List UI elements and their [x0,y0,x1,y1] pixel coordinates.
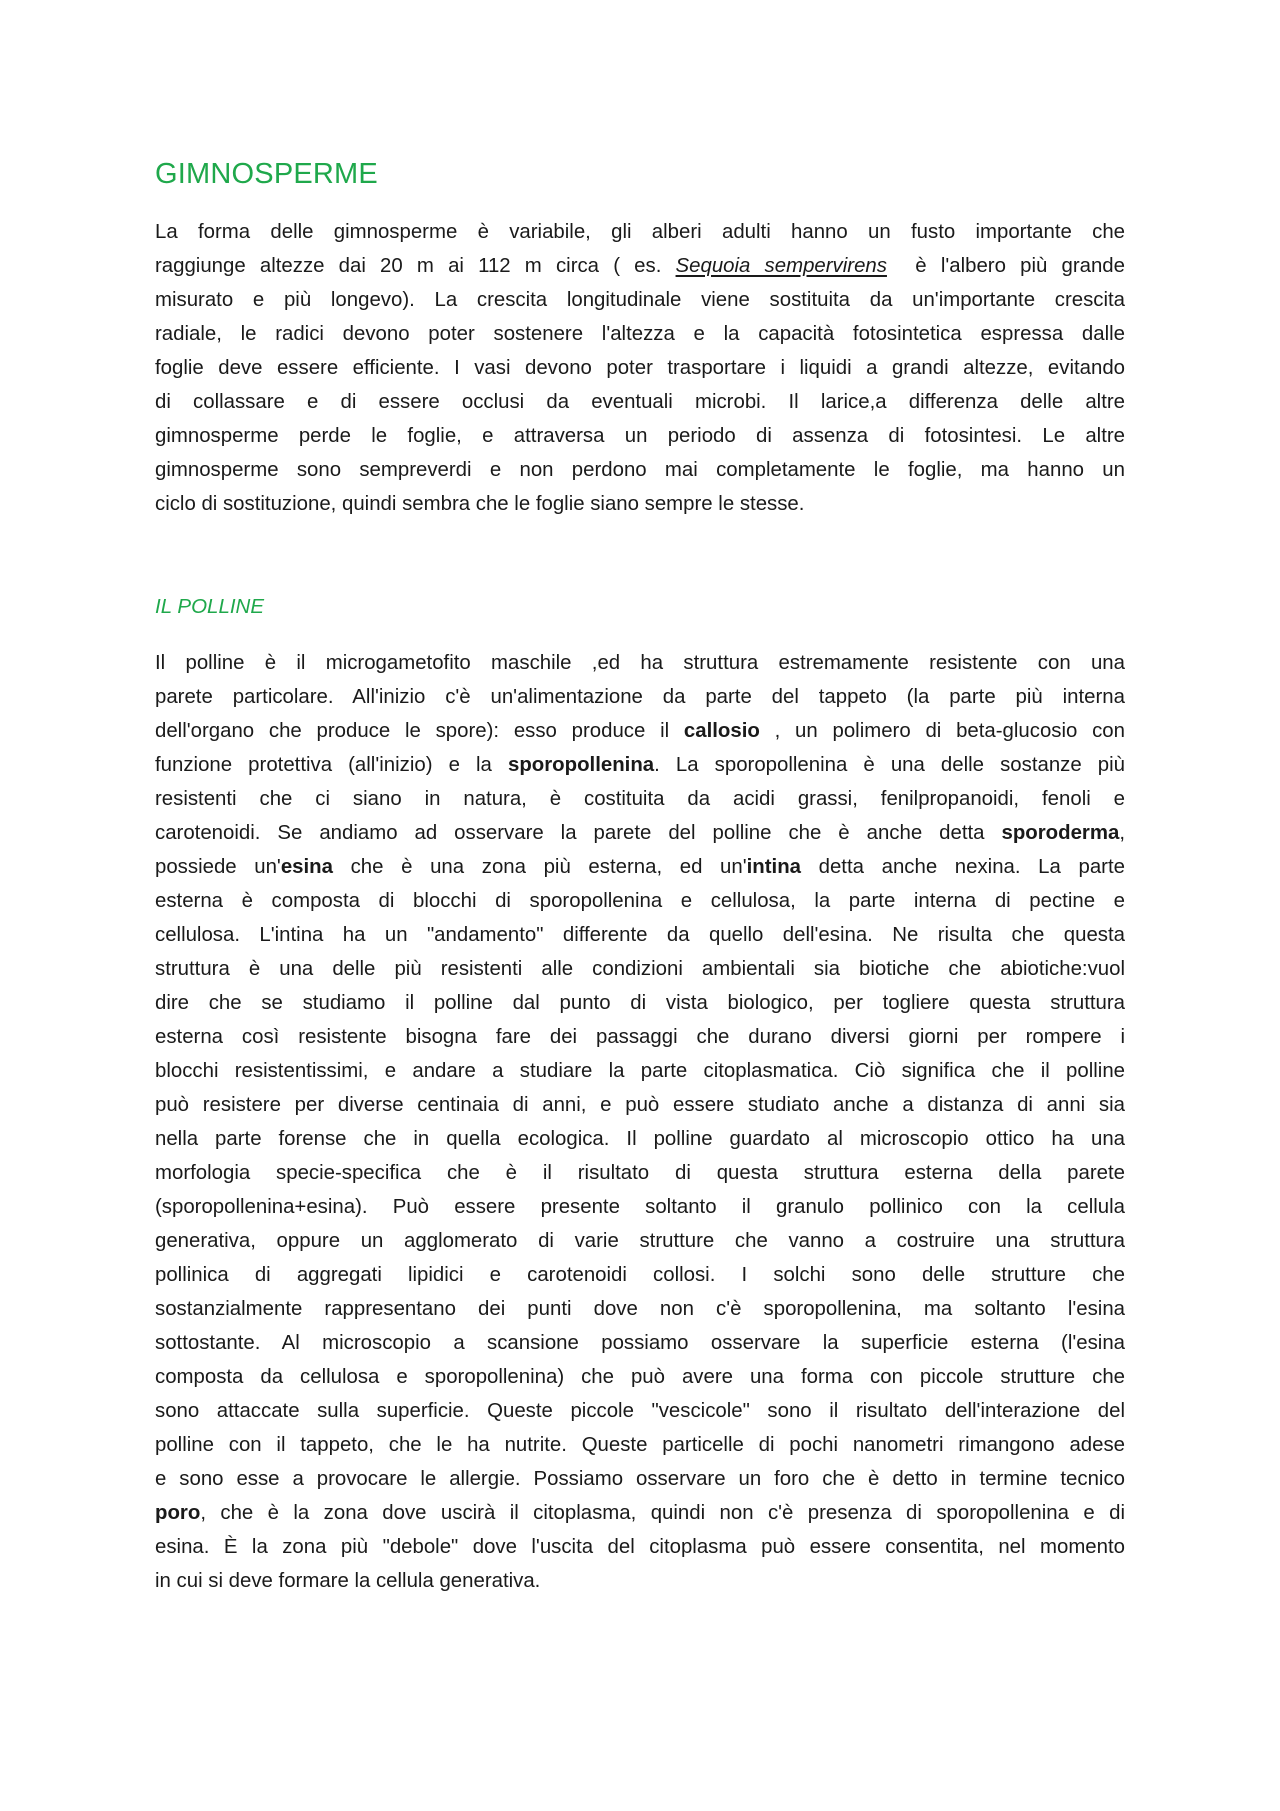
paragraph-gimnosperme [155,215,1125,521]
text-line: sono attaccate sulla superficie. Queste piccole "vescicole" sono il risultato dell'interazione del [155,1400,1125,1422]
section-title-gimnosperme: GIMNOSPERME [155,158,378,190]
text-line [155,1496,1125,1530]
text-line: sostanzialmente rappresentano dei punti dove non c'è sporopollenina, ma soltanto l'esina [155,1298,1125,1320]
text-line: resistenti che ci siano in natura, è costituita da acidi grassi, fenilpropanoidi, fenoli e [155,788,1125,810]
text-line: sottostante. Al microscopio a scansione possiamo osservare la superficie esterna (l'esina [155,1332,1125,1354]
text-line [155,714,1125,748]
text-line [155,249,1125,283]
text-line: composta da cellulosa e sporopollenina) che può avere una forma con piccole strutture che [155,1366,1125,1388]
text-line: (sporopollenina+esina). Può essere presente soltanto il granulo pollinico con la cellula [155,1196,1125,1218]
text-line: può resistere per diverse centinaia di anni, e può essere studiato anche a distanza di anni sia [155,1094,1125,1116]
bold-term-poro: poro [155,1502,201,1524]
text-span: detta anche nexina. La parte [801,856,1125,878]
paragraph-polline [155,646,1125,1598]
text-span: , un polimero di beta-glucosio con [759,720,1125,742]
text-line: in cui si deve formare la cellula generativa. [155,1570,541,1592]
text-span: dell'organo che produce le spore): esso produce il [155,720,684,742]
text-line: foglie deve essere efficiente. I vasi devono poter trasportare i liquidi a grandi altezze, evitando [155,357,1125,379]
text-span: . La sporopollenina è una delle sostanze più [654,754,1126,776]
species-name: Sequoia sempervirens [675,255,887,277]
text-line: struttura è una delle più resistenti alle condizioni ambientali sia biotiche che abiotiche:vuol [155,958,1125,980]
text-line: e sono esse a provocare le allergie. Possiamo osservare un foro che è detto in termine tecnico [155,1468,1125,1490]
text-span: possiede un' [155,856,281,878]
text-line: esterna così resistente bisogna fare dei passaggi che durano diversi giorni per rompere i [155,1026,1125,1048]
text-span: è l'albero più grande [886,255,1125,277]
text-line [155,748,1125,782]
text-line: La forma delle gimnosperme è variabile, gli alberi adulti hanno un fusto importante che [155,221,1125,243]
bold-term-sporoderma: sporoderma [1001,822,1120,844]
bold-term-sporopollenina: sporopollenina [507,754,655,776]
bold-term-esina: esina [280,856,333,878]
text-line: gimnosperme perde le foglie, e attraversa un periodo di assenza di fotosintesi. Le altre [155,425,1125,447]
text-line: Il polline è il microgametofito maschile ,ed ha struttura estremamente resistente con una [155,652,1125,674]
text-line: generativa, oppure un agglomerato di varie strutture che vanno a costruire una struttura [155,1230,1125,1252]
text-line [155,816,1125,850]
bold-term-intina: intina [746,856,801,878]
text-line: ciclo di sostituzione, quindi sembra che le foglie siano sempre le stesse. [155,493,805,515]
text-line [155,850,1125,884]
section-title-polline: IL POLLINE [155,595,265,618]
text-span: raggiunge altezze dai 20 m ai 112 m circa ( es. [155,255,676,277]
text-line: gimnosperme sono sempreverdi e non perdono mai completamente le foglie, ma hanno un [155,459,1125,481]
text-line: esterna è composta di blocchi di sporopollenina e cellulosa, la parte interna di pectine e [155,890,1125,912]
text-span: , [1119,822,1125,844]
text-line: esina. È la zona più "debole" dove l'uscita del citoplasma può essere consentita, nel momento [155,1536,1125,1558]
text-line: nella parte forense che in quella ecologica. Il polline guardato al microscopio ottico ha una [155,1128,1125,1150]
text-line: dire che se studiamo il polline dal punto di vista biologico, per togliere questa struttura [155,992,1125,1014]
text-line: polline con il tappeto, che le ha nutrite. Queste particelle di pochi nanometri rimangono adese [155,1434,1125,1456]
text-line: morfologia specie-specifica che è il risultato di questa struttura esterna della parete [155,1162,1125,1184]
text-line: blocchi resistentissimi, e andare a studiare la parte citoplasmatica. Ciò significa che il polline [155,1060,1125,1082]
text-line: pollinica di aggregati lipidici e carotenoidi collosi. I solchi sono delle strutture che [155,1264,1125,1286]
text-span: carotenoidi. Se andiamo ad osservare la parete del polline che è anche detta [155,822,1002,844]
bold-term-callosio: callosio [683,720,760,742]
text-line: cellulosa. L'intina ha un "andamento" differente da quello dell'esina. Ne risulta che questa [155,924,1125,946]
text-span: funzione protettiva (all'inizio) e la [155,754,508,776]
text-line: radiale, le radici devono poter sostenere l'altezza e la capacità fotosintetica espressa dalle [155,323,1125,345]
text-line: di collassare e di essere occlusi da eventuali microbi. Il larice,a differenza delle altre [155,391,1125,413]
text-line: parete particolare. All'inizio c'è un'alimentazione da parte del tappeto (la parte più interna [155,686,1125,708]
text-span: che è una zona più esterna, ed un' [332,856,747,878]
text-line: misurato e più longevo). La crescita longitudinale viene sostituita da un'importante crescita [155,289,1125,311]
text-span: , che è la zona dove uscirà il citoplasma, quindi non c'è presenza di sporopollenina e di [200,1502,1125,1524]
